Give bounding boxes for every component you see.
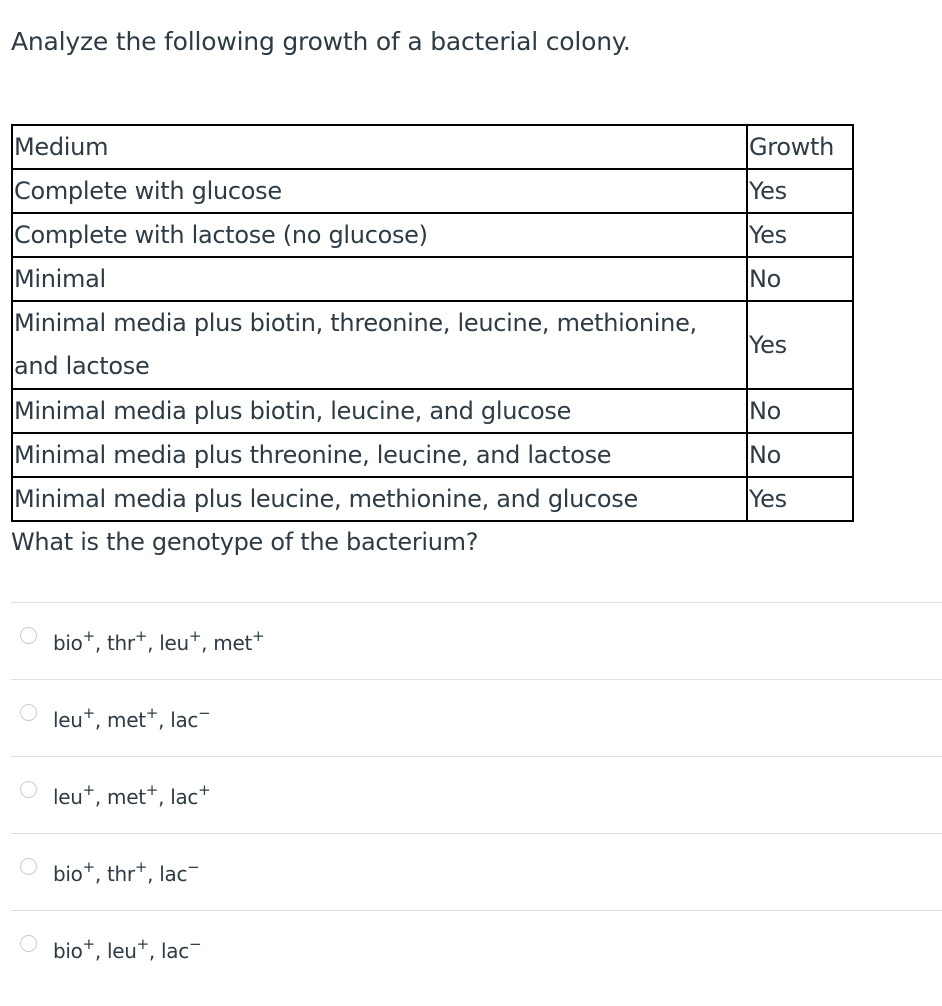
allele-sign: + <box>188 627 202 645</box>
gene-name: thr <box>107 631 135 655</box>
gene-separator: , <box>158 708 171 732</box>
header-growth: Growth <box>747 125 853 169</box>
medium-cell: Minimal media plus threonine, leucine, and lactose <box>12 433 747 477</box>
table-row <box>12 169 853 213</box>
table-row <box>12 477 853 521</box>
table-row <box>12 389 853 433</box>
allele-sign: + <box>82 858 95 876</box>
medium-cell: Minimal media plus leucine, methionine, and glucose <box>12 477 747 521</box>
allele-sign: + <box>82 627 95 645</box>
gene-separator: , <box>94 708 108 732</box>
gene-separator: , <box>147 862 160 886</box>
answer-label <box>53 933 201 969</box>
gene-name: lac <box>159 862 188 886</box>
gene-name: lac <box>170 785 199 809</box>
question-prompt: Analyze the following growth of a bacterial colony. <box>11 27 631 56</box>
table-header-row <box>12 125 853 169</box>
medium-cell: Minimal media plus biotin, threonine, leucine, methionine, and lactose <box>12 301 747 389</box>
table-row <box>12 433 853 477</box>
allele-sign: + <box>82 781 95 799</box>
table-row <box>12 257 853 301</box>
gene-separator: , <box>94 939 107 963</box>
gene-separator: , <box>94 785 108 809</box>
answer-label <box>53 702 210 738</box>
gene-name: thr <box>107 862 135 886</box>
gene-separator: , <box>94 631 107 655</box>
gene-separator: , <box>148 939 162 963</box>
growth-cell: Yes <box>747 169 853 213</box>
growth-cell: Yes <box>747 301 853 389</box>
allele-sign: − <box>198 704 211 722</box>
gene-name: leu <box>159 631 189 655</box>
question-text: What is the genotype of the bacterium? <box>11 528 479 556</box>
allele-sign: + <box>134 627 148 645</box>
answer-label <box>53 856 199 892</box>
gene-name: lac <box>170 708 199 732</box>
answer-option[interactable] <box>11 910 942 987</box>
allele-sign: + <box>136 935 149 953</box>
radio-button[interactable] <box>20 781 37 798</box>
answer-option[interactable] <box>11 833 942 910</box>
allele-sign: + <box>82 935 95 953</box>
gene-name: bio <box>53 862 83 886</box>
answer-label <box>53 779 210 815</box>
allele-sign: + <box>252 627 265 645</box>
growth-cell: No <box>747 257 853 301</box>
gene-name: lac <box>161 939 189 963</box>
growth-cell: No <box>747 389 853 433</box>
gene-name: met <box>213 631 253 655</box>
allele-sign: + <box>198 781 211 799</box>
growth-cell: No <box>747 433 853 477</box>
gene-name: met <box>107 785 146 809</box>
medium-cell: Minimal media plus biotin, leucine, and glucose <box>12 389 747 433</box>
allele-sign: + <box>145 704 159 722</box>
gene-name: leu <box>53 708 83 732</box>
answer-option[interactable] <box>11 756 942 833</box>
gene-separator: , <box>201 631 214 655</box>
allele-sign: + <box>134 858 148 876</box>
radio-button[interactable] <box>20 935 37 952</box>
answer-option[interactable] <box>11 679 942 756</box>
table-row <box>12 301 853 389</box>
allele-sign: − <box>188 935 202 953</box>
growth-cell: Yes <box>747 213 853 257</box>
answer-label <box>53 625 264 661</box>
answer-option[interactable] <box>11 602 942 679</box>
gene-name: leu <box>107 939 137 963</box>
gene-separator: , <box>158 785 171 809</box>
medium-cell: Complete with lactose (no glucose) <box>12 213 747 257</box>
table-row <box>12 213 853 257</box>
gene-name: met <box>107 708 146 732</box>
allele-sign: + <box>145 781 159 799</box>
gene-name: bio <box>53 939 83 963</box>
growth-cell: Yes <box>747 477 853 521</box>
allele-sign: − <box>187 858 200 876</box>
radio-button[interactable] <box>20 858 37 875</box>
gene-separator: , <box>147 631 160 655</box>
header-medium: Medium <box>12 125 747 169</box>
growth-table <box>11 124 854 522</box>
gene-name: bio <box>53 631 83 655</box>
medium-cell: Complete with glucose <box>12 169 747 213</box>
gene-name: leu <box>53 785 83 809</box>
radio-button[interactable] <box>20 627 37 644</box>
gene-separator: , <box>94 862 107 886</box>
medium-cell: Minimal <box>12 257 747 301</box>
radio-button[interactable] <box>20 704 37 721</box>
allele-sign: + <box>82 704 95 722</box>
answer-list <box>11 602 942 987</box>
